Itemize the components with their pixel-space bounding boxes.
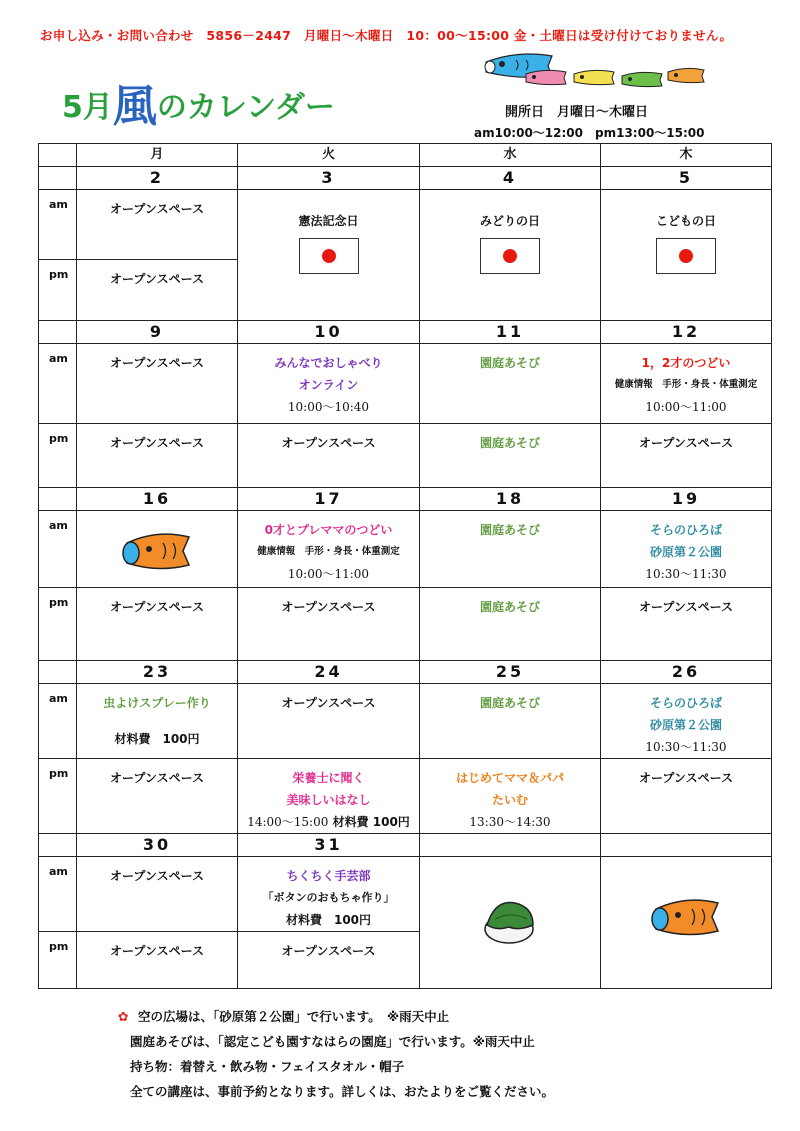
holiday-name: 憲法記念日 <box>298 214 359 228</box>
title-month: 5月 <box>62 90 113 125</box>
event-title: みんなでおしゃべり <box>274 356 383 370</box>
event-time: 14:00～15:00 <box>247 815 329 829</box>
event-cell <box>601 344 772 424</box>
date-row <box>39 321 772 344</box>
date-cell: 23 <box>77 661 238 684</box>
event-cell <box>77 759 238 834</box>
weekday-thu: 木 <box>601 144 772 167</box>
title-rest: のカレンダー <box>156 90 335 125</box>
am-row <box>39 857 772 932</box>
event-cell <box>238 588 420 661</box>
illustration-cell <box>601 857 772 989</box>
event-cell <box>420 759 601 834</box>
date-cell <box>420 834 601 857</box>
pm-label: pm <box>39 260 77 321</box>
koinobori-icon <box>646 887 726 947</box>
event-detail: 健康情報 手形・身長・体重測定 <box>257 546 400 557</box>
date-row <box>39 167 772 190</box>
am-label: am <box>39 511 77 588</box>
pm-label: pm <box>39 424 77 488</box>
am-row <box>39 344 772 424</box>
event-title: オープンスペース <box>281 436 376 450</box>
event-subtitle: 砂原第２公園 <box>649 718 722 732</box>
page-title <box>62 70 335 134</box>
event-cell <box>238 344 420 424</box>
holiday-name: みどりの日 <box>479 214 540 228</box>
event-cell <box>420 424 601 488</box>
event-title: オープンスペース <box>110 272 204 286</box>
event-title: オープンスペース <box>110 202 204 216</box>
date-cell: 26 <box>601 661 772 684</box>
event-title: オープンスペース <box>110 869 204 883</box>
event-title: オープンスペース <box>110 600 204 614</box>
holiday-cell <box>420 190 601 321</box>
event-time: 10:00～10:40 <box>287 400 370 414</box>
pm-label: pm <box>39 759 77 834</box>
event-cell <box>77 932 238 989</box>
weekday-header-row <box>39 144 772 167</box>
event-title: オープンスペース <box>639 436 733 450</box>
date-cell: 2 <box>77 167 238 190</box>
date-cell: 18 <box>420 488 601 511</box>
event-title: 園庭あそび <box>479 600 540 614</box>
event-title: 栄養士に聞く <box>292 771 365 785</box>
kashiwa-mochi-icon <box>475 891 545 951</box>
holiday-cell <box>601 190 772 321</box>
event-cell <box>601 511 772 588</box>
event-time: 10:30～11:30 <box>645 740 727 754</box>
pm-row <box>39 759 772 834</box>
event-time: 10:00～11:00 <box>287 567 370 581</box>
event-title: 虫よけスプレー作り <box>103 696 211 710</box>
event-title: そらのひろば <box>649 523 722 537</box>
notes <box>118 1004 554 1104</box>
event-cell <box>420 684 601 759</box>
date-cell <box>601 834 772 857</box>
am-label: am <box>39 684 77 759</box>
event-title: 園庭あそび <box>479 356 540 370</box>
event-subtitle: 美味しいはなし <box>286 793 371 807</box>
pm-label: pm <box>39 932 77 989</box>
open-days: 開所日 月曜日～木曜日 <box>505 105 649 120</box>
date-cell: 19 <box>601 488 772 511</box>
note-line: 園庭あそびは、「認定こども園すなはらの園庭」で行います。※雨天中止 <box>130 1034 535 1049</box>
note-line: 持ち物：着替え・飲み物・フェイスタオル・帽子 <box>130 1059 405 1074</box>
open-hours: am10:00～12:00 pm13:00～15:00 <box>474 126 705 140</box>
weekday-mon: 月 <box>77 144 238 167</box>
event-time: 10:00～11:00 <box>645 400 727 414</box>
holiday-name: こどもの日 <box>655 214 716 228</box>
event-title: 園庭あそび <box>479 696 540 710</box>
event-cell <box>77 344 238 424</box>
event-cell <box>77 857 238 932</box>
date-cell: 9 <box>77 321 238 344</box>
am-label: am <box>39 190 77 260</box>
event-fee: 材料費 100円 <box>332 815 410 829</box>
event-title: オープンスペース <box>110 356 204 370</box>
note-line: 全ての講座は、事前予約となります。詳しくは、おたよりをご覧ください。 <box>130 1084 555 1099</box>
event-cell <box>238 857 420 932</box>
event-title: オープンスペース <box>639 600 733 614</box>
event-title: オープンスペース <box>281 600 376 614</box>
event-cell <box>601 684 772 759</box>
flower-icon: ✿ <box>118 1009 129 1024</box>
event-title: ちくちく手芸部 <box>286 869 371 883</box>
illustration-cell <box>420 857 601 989</box>
event-title: そらのひろば <box>649 696 722 710</box>
corner-cell <box>39 144 77 167</box>
event-cell <box>77 684 238 759</box>
date-row <box>39 661 772 684</box>
event-subtitle: 砂原第２公園 <box>649 545 722 559</box>
date-cell: 30 <box>77 834 238 857</box>
note-line: 空の広場は、「砂原第２公園」で行います。 ※雨天中止 <box>138 1009 450 1024</box>
event-title: 園庭あそび <box>479 436 540 450</box>
date-cell: 25 <box>420 661 601 684</box>
event-cell <box>420 344 601 424</box>
calendar-table <box>38 143 772 989</box>
am-label: am <box>39 344 77 424</box>
event-title: はじめてママ＆パパ <box>455 771 564 785</box>
weekday-tue: 火 <box>238 144 420 167</box>
event-fee: 材料費 100円 <box>285 913 372 927</box>
date-cell: 10 <box>238 321 420 344</box>
event-cell <box>238 932 420 989</box>
event-subtitle: たいむ <box>491 793 528 807</box>
date-cell: 5 <box>601 167 772 190</box>
date-cell: 31 <box>238 834 420 857</box>
date-cell: 3 <box>238 167 420 190</box>
event-cell <box>601 424 772 488</box>
date-cell: 11 <box>420 321 601 344</box>
am-row <box>39 684 772 759</box>
date-cell: 24 <box>238 661 420 684</box>
japan-flag-icon <box>480 238 540 274</box>
contact-line: お申し込み・お問い合わせ 5856－2447 月曜日～木曜日 10：00～15:00 金・土曜日は受け付けておりません。 <box>40 28 733 43</box>
holiday-cell <box>238 190 420 321</box>
event-cell <box>601 588 772 661</box>
event-title: オープンスペース <box>110 944 204 958</box>
event-cell <box>238 759 420 834</box>
event-cell <box>77 588 238 661</box>
event-cell <box>238 511 420 588</box>
event-cell <box>420 588 601 661</box>
koinobori-icon <box>117 521 197 581</box>
koinobori-icon <box>478 44 708 94</box>
pm-label: pm <box>39 588 77 661</box>
date-cell: 17 <box>238 488 420 511</box>
event-title: オープンスペース <box>281 944 376 958</box>
event-subtitle: オンライン <box>298 378 359 392</box>
event-fee: 材料費 100円 <box>114 732 200 746</box>
date-row <box>39 834 772 857</box>
japan-flag-icon <box>299 238 359 274</box>
date-row <box>39 488 772 511</box>
event-title: オープンスペース <box>110 436 204 450</box>
event-title: オープンスペース <box>281 696 376 710</box>
event-title: オープンスペース <box>639 771 733 785</box>
event-cell <box>601 759 772 834</box>
event-time: 10:30～11:30 <box>645 567 727 581</box>
event-cell <box>77 260 238 321</box>
title-kanji: 風 <box>112 81 157 132</box>
event-cell <box>238 424 420 488</box>
am-label: am <box>39 857 77 932</box>
japan-flag-icon <box>656 238 716 274</box>
pm-row <box>39 424 772 488</box>
event-title: 園庭あそび <box>479 523 540 537</box>
event-cell <box>420 511 601 588</box>
event-detail: 「ボタンのおもちゃ作り」 <box>262 891 395 904</box>
event-cell <box>238 684 420 759</box>
event-time: 13:30～14:30 <box>469 815 551 829</box>
pm-row <box>39 588 772 661</box>
weekday-wed: 水 <box>420 144 601 167</box>
event-detail: 健康情報 手形・身長・体重測定 <box>614 379 758 390</box>
event-title: 1，2才のつどい <box>641 356 731 370</box>
event-cell <box>77 190 238 260</box>
event-title: オープンスペース <box>110 771 204 785</box>
date-cell: 16 <box>77 488 238 511</box>
event-title: 0才とプレママのつどい <box>264 523 393 537</box>
am-row <box>39 190 772 260</box>
date-cell: 12 <box>601 321 772 344</box>
event-cell <box>77 424 238 488</box>
am-row <box>39 511 772 588</box>
date-cell: 4 <box>420 167 601 190</box>
illustration-cell <box>77 511 238 588</box>
